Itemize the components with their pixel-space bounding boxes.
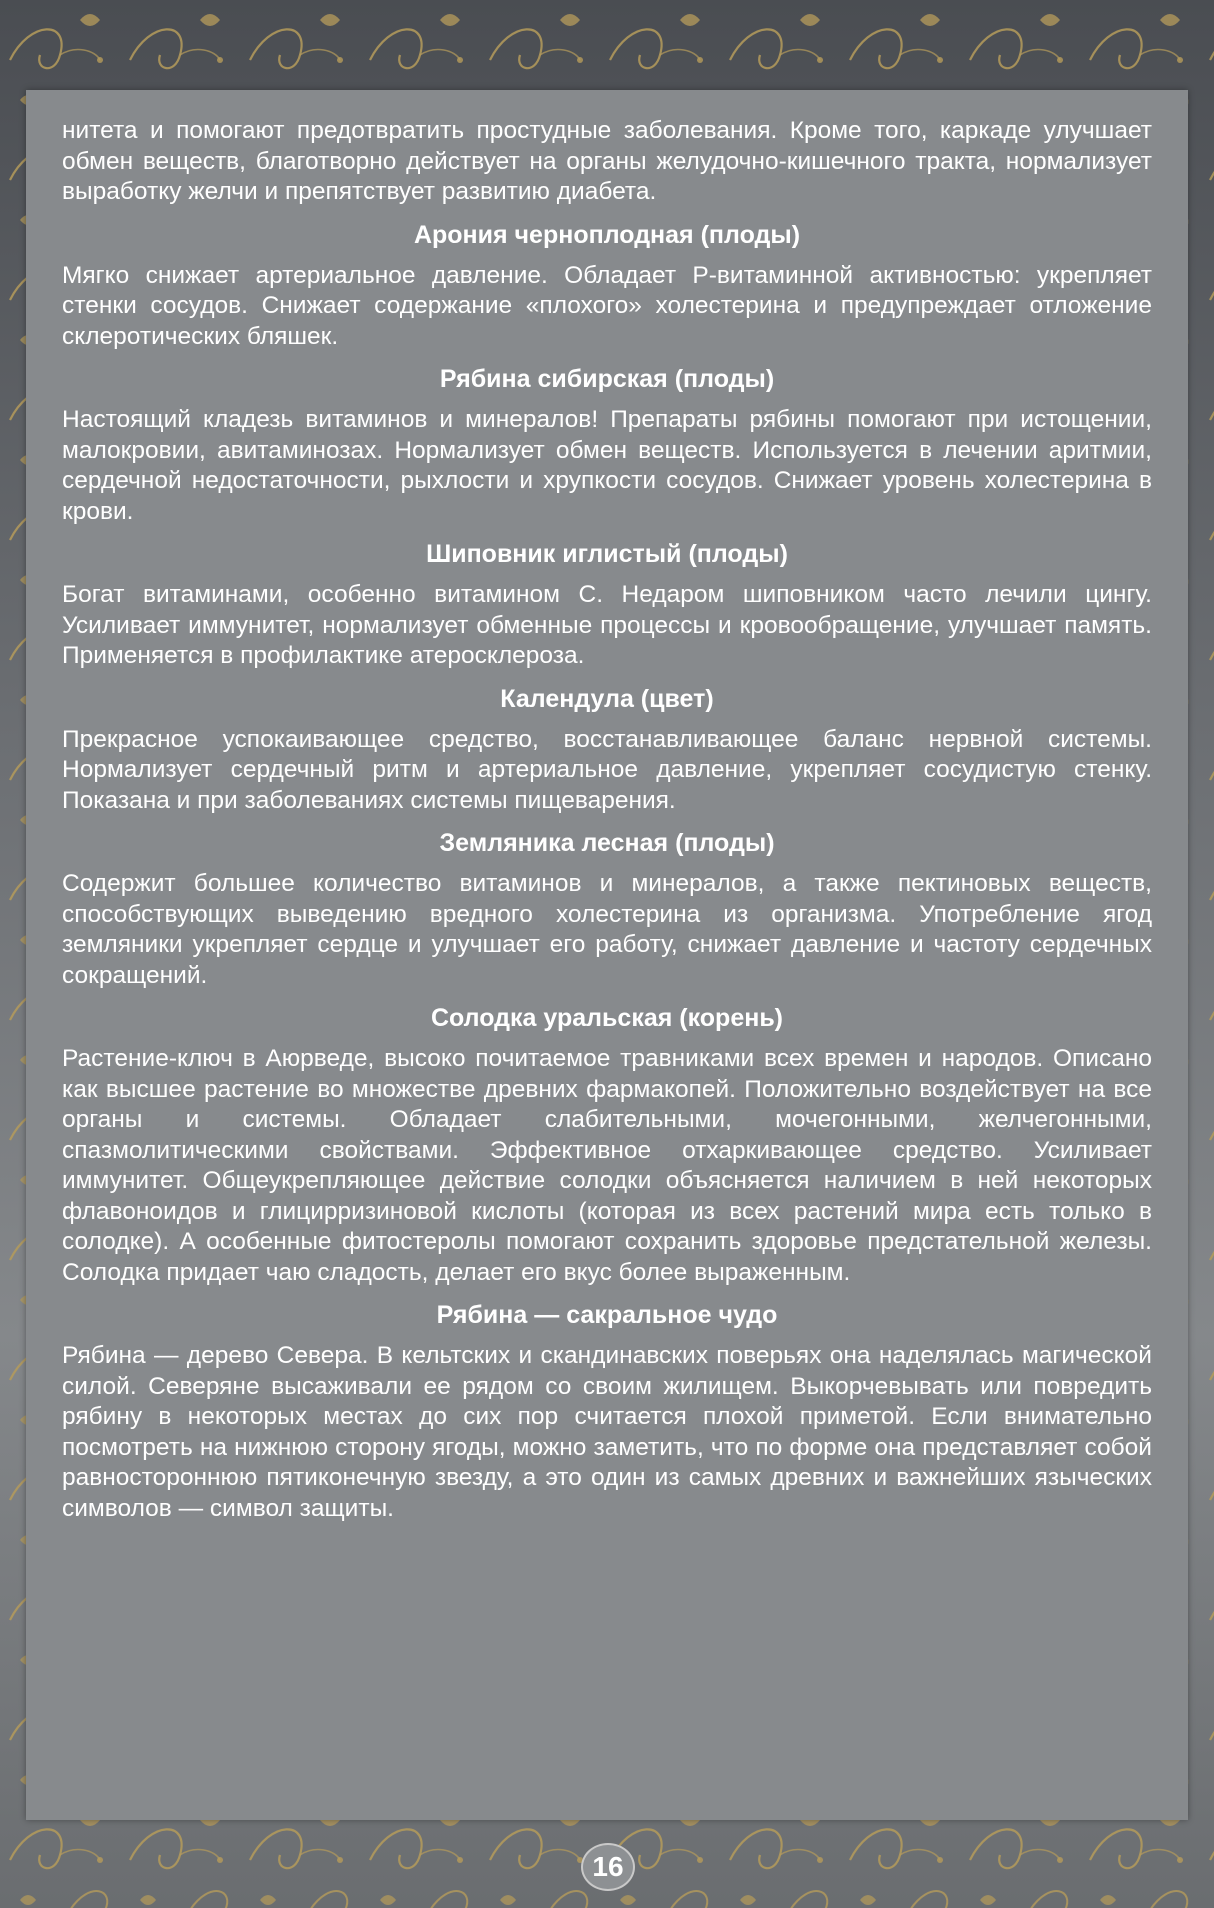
article-body	[62, 116, 1152, 1524]
section-text-wild-strawberry: Содержит большее количество витаминов и минералов, а также пектиновых веществ, способствующих выведению вредного холестерина из организма. Употребление ягод земляники укрепляет сердце и улучшает его работу, снижает давление и частоту сердечных сокращений.	[62, 870, 1152, 989]
section-title-calendula: Календула (цвет)	[500, 684, 714, 713]
section-text-sacred-rowan: Рябина — дерево Севера. В кельтских и скандинавских поверьях она наделялась магической силой. Северяне высаживали ее рядом со своим жилищем. Выкорчевывать или повредить рябину в некоторых местах до сих пор считается плохой приметой. Если внимательно посмотреть на нижнюю сторону ягоды, можно заметить, что по форме она представляет собой равностороннюю пятиконечную звезду, а это один из самых древних и важнейших языческих символов — символ защиты.	[62, 1342, 1152, 1522]
section-text-calendula: Прекрасное успокаивающее средство, восстанавливающее баланс нервной системы. Нормализует сердечный ритм и артериальное давление, укрепляет сосудистую стенку. Показана и при заболеваниях системы пищеварения.	[62, 725, 1152, 814]
page-number: 16	[581, 1843, 635, 1891]
section-title-wild-strawberry: Земляника лесная (плоды)	[439, 829, 775, 857]
section-text-siberian-rowan: Настоящий кладезь витаминов и минералов! Препараты рябины помогают при истощении, малокровии, авитаминозах. Нормализует обмен веществ. Используется в лечении аритмии, сердечной недостаточности, рыхлости и хрупкости сосудов. Снижает уровень холестерина в крови.	[62, 406, 1152, 525]
section-title-aronia: Арония черноплодная (плоды)	[413, 220, 801, 249]
section-text-licorice: Растение-ключ в Аюрведе, высоко почитаемое травниками всех времен и народов. Описано как высшее растение во множестве древних фармакопей. Положительно воздействует на все органы и системы. Обладает слабительными, мочегонными, желчегонными, спазмолитическими свойствами. Эффективное отхаркивающее средство. Усиливает иммунитет. Общеукрепляющее действие солодки объясняется наличием в ней некоторых флавоноидов и глицирризиновой кислоты (которая из всех растений мира есть только в солодке). А особенные фитостеролы помогают сохранить здоровье предстательной железы. Солодка придает чаю сладость, делает его вкус более выраженным.	[62, 1045, 1152, 1286]
section-title-licorice: Солодка уральская (корень)	[430, 1004, 784, 1032]
section-title-sacred-rowan: Рябина — сакральное чудо	[436, 1301, 778, 1329]
section-title-rosehip: Шиповник иглистый (плоды)	[426, 540, 788, 568]
section-text-rosehip: Богат витаминами, особенно витамином С. Недаром шиповником часто лечили цингу. Усиливает иммунитет, нормализует обменные процессы и кровообращение, улучшает память. Применяется в профилактике атеросклероза.	[62, 581, 1152, 669]
section-title-siberian-rowan: Рябина сибирская (плоды)	[439, 365, 775, 393]
section-text-aronia: Мягко снижает артериальное давление. Обладает Р-витаминной активностью: укрепляет стенки сосудов. Снижает содержание «плохого» холестерина и предупреждает отложение склеротических бляшек.	[62, 261, 1152, 350]
intro-paragraph: нитета и помогают предотвратить простудные заболевания. Кроме того, каркаде улучшает обмен веществ, благотворно действует на органы желудочно-кишечного тракта, нормализует выработку желчи и препятствует развитию диабета.	[62, 117, 1152, 205]
